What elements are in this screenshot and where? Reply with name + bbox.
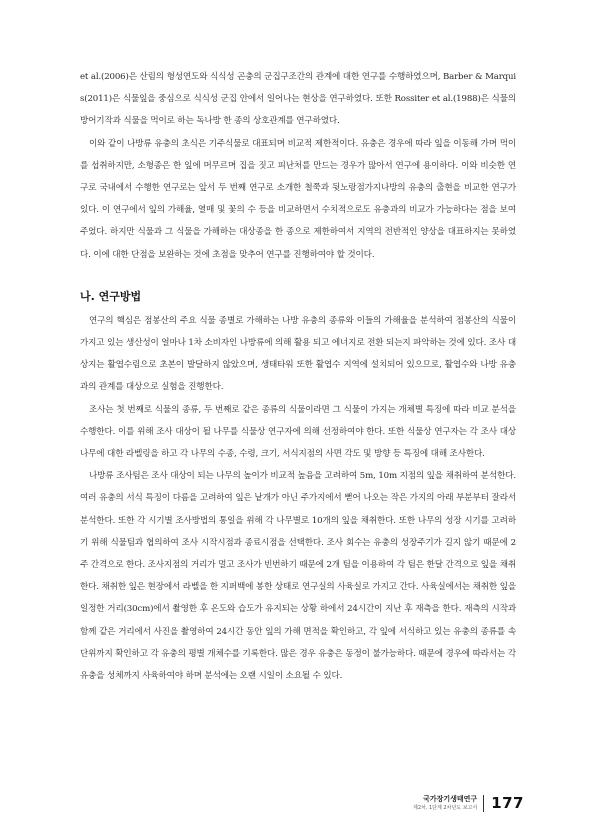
- paragraph-moth-team: 나방류 조사팀은 조사 대상이 되는 나무의 높이가 비교적 높음을 고려하여 5m, 10m 지점의 잎을 채취하여 분석한다. 여러 유충의 서식 특징이 다름을 고려하여 잎은 낱개가 아닌 주가지에서 뻗어 나오는 작은 가지의 아래 부분부터 잘라서 분석한다. 또한 각 시기별 조사방법의 통일을 위해 각 나무별로 10개의 잎을 채취한다. 또한 나무의 성장 시기를 고려하기 위해 식물팀과 협의하여 조사 시작시점과 종료시점을 선택한다. 조사 회수는 유충의 성장주기가 길지 않기 때문에 2주 간격으로 한다. 조사지점의 거리가 멀고 조사가 빈번하기 때문에 2개 팀을 이용하여 각 팀은 한달 간격으로 잎을 채취한다. 채취한 잎은 현장에서 라벨을 한 지퍼백에 봉한 상태로 연구실의 사육실로 가지고 간다. 사육실에서는 채취한 잎을 일정한 거리(30cm)에서 촬영한 후 온도와 습도가 유지되는 상황 하에서 24시간이 지난 후 재측을 한다. 재측의 시작과 함께 같은 거리에서 사진을 촬영하여 24시간 동안 잎의 가해 면적을 확인하고, 각 잎에 서식하고 있는 유충의 종류를 속 단위까지 확인하고 각 유충의 평별 개체수를 기록한다. 많은 경우 유충은 동정이 불가능하다. 때문에 경우에 따라서는 각 유충을 성체까지 사육하여야 하며 분석에는 오랜 시일이 소요될 수 있다.: [80, 471, 516, 682]
- paragraph-moth-larvae: 이와 같이 나방류 유충의 초식은 기주식물로 대표되며 비교적 제한적이다. 유충은 경우에 따라 잎을 이동해 가며 먹이를 섭취하지만, 소형종은 한 잎에 머무르며 집을 짓고 피난처를 만드는 경우가 많아서 연구에 용이하다. 이와 비슷한 연구로 국내에서 수행한 연구로는 앞서 두 번째 연구로 소개한 철쭉과 뒷노랑점가지나방의 유충의 출현을 비교한 연구가 있다. 이 연구에서 잎의 가해율, 열매 및 꽃의 수 등을 비교하면서 수치적으로도 유충과의 비교가 가능하다는 점을 보여주었다. 하지만 식물과 그 식물을 가해하는 대상종을 한 종으로 제한하여서 지역의 전반적인 양상을 대표하지는 못하였다. 이에 대한 단점을 보완하는 것에 초점을 맞추어 연구를 진행하여야 할 것이다.: [80, 138, 516, 260]
- footer-divider: [483, 795, 484, 812]
- paragraph-intro-continued: et al.(2006)은 산림의 형성연도와 식식성 곤충의 군집구조간의 관계에 대한 연구를 수행하였으며, Barber & Marquis(2011)은 식물잎을 중심으로 식식성 군집 안에서 일어나는 현상을 연구하였다. 또한 Rossiter et al.(1988)은 식물의 방어기작과 식물을 먹이로 하는 독나방 한 종의 상호관계를 연구하였다.: [80, 72, 516, 127]
- page-footer: [413, 790, 524, 816]
- section-heading: 나. 연구방법: [80, 289, 142, 303]
- footer-title: 국가장기생태연구: [423, 795, 478, 803]
- footer-report-info: [413, 794, 477, 812]
- footer-subtitle: 제2차, 1단계 2차년도 보고서: [412, 805, 478, 811]
- paragraph-survey-method: 조사는 첫 번째로 식물의 종류, 두 번째로 같은 종류의 식물이라면 그 식물이 가지는 개체별 특징에 따라 비교 분석을 수행한다. 이를 위해 조사 대상이 될 나무를 식물상 연구자에 의해 선정하여야 한다. 또한 식물상 연구자는 각 조사 대상나무에 대한 라벨링을 하고 각 나무의 수종, 수령, 크기, 서식지점의 사면 각도 및 방향 등 특징에 대해 조사한다.: [80, 404, 516, 460]
- paragraph-research-core: 연구의 핵심은 점봉산의 주요 식물 종별로 가해하는 나방 유충의 종류와 이들의 가해율을 분석하여 점봉산의 식물이 가지고 있는 생산성이 얼마나 1차 소비자인 나방류에 의해 활용 되고 에너지로 전환 되는지 파악하는 것에 있다. 조사 대상지는 활엽수림으로 초본이 발달하지 않았으며, 생태타워 또한 활엽수 지역에 설치되어 있으므로, 활엽수와 나방 유충과의 관계를 대상으로 실험을 진행한다.: [80, 315, 516, 393]
- page-number: 177: [491, 794, 524, 812]
- document-body: [80, 66, 516, 687]
